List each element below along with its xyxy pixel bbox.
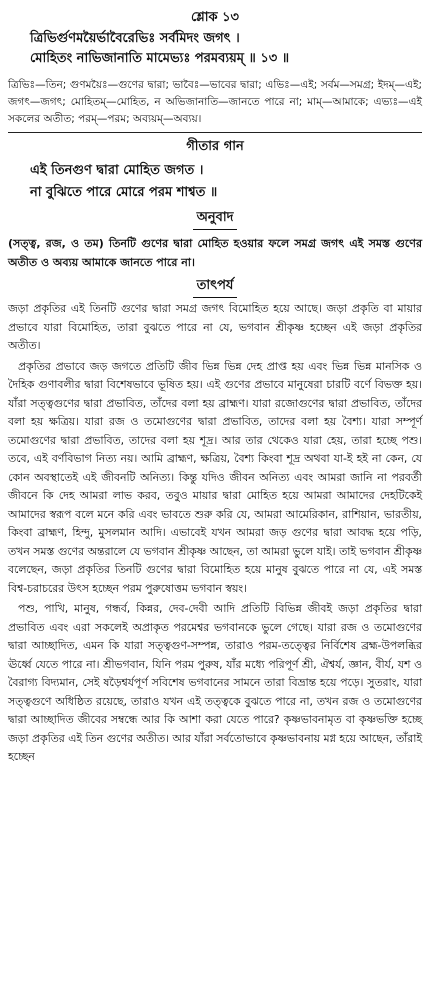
verse-line-1: ত্রিভির্গুণময়ৈর্ভাবৈরেভিঃ সর্বমিদং জগৎ । (30, 31, 240, 46)
purport-title-text: তাৎপর্য (193, 276, 238, 298)
synonyms-text: ত্রিভিঃ—তিন; গুণময়ৈঃ—গুণের দ্বারা; ভাবৈঃ—ভাবের দ্বারা; এভিঃ—এই; সর্বম—সমগ্র; ইদম্—এই; জগৎ—জগৎ; মোহিতম্—মোহিত, ন অভিজানাতি—জানতে পারে না; মাম্—আমাকে; এভ্যঃ—এই সকলের অতীত; পরম্—পরম; অব্যয়ম্—অব্যয়। (8, 79, 422, 125)
translation-title (8, 208, 422, 230)
purport-paragraph-2: প্রকৃতির প্রভাবে জড় জগতে প্রতিটি জীব ভিন্ন ভিন্ন দেহ প্রাপ্ত হয় এবং ভিন্ন ভিন্ন মানসিক ও দৈহিক গুণাবলীর দ্বারা বিশেষভাবে ভূষিত হয়। এই গুণের প্রভাবে মানুষেরা চারটি বর্ণে বিভক্ত হয়। যাঁরা সত্ত্বগুণের দ্বারা প্রভাবিত, তাঁদের বলা হয় ব্রাহ্মণ। যারা রজোগুণের দ্বারা প্রভাবিত, তাঁদের বলা হয় ক্ষত্রিয়। যারা রজ ও তমোগুণের দ্বারা প্রভাবিত, তাদের বলা হয় বৈশ্য। যারা সম্পূর্ণ তমোগুণের দ্বারা প্রভাবিত, তাদের বলা হয় শূদ্র। আর তার থেকেও যারা হেয়, তারা হচ্ছে পশু। তবে, এই বর্ণবিভাগ নিত্য নয়। আমি ব্রাহ্মণ, ক্ষত্রিয়, বৈশ্য কিংবা শূদ্র অথবা যা-ই হই না কেন, যে কোন অবস্থাতেই এই জীবনটি অনিত্য। কিন্তু যদিও জীবন অনিত্য এবং আমরা জানি না পরবর্তী জীবনে কি দেহ আমরা লাভ করব, তবুও মায়ার দ্বারা মোহিত হয়ে আমরা আমাদের দেহটিকেই আমাদের স্বরূপ বলে মনে করি এবং ভাবতে শুরু করি যে, আমরা আমেরিকান, রাশিয়ান, ভারতীয়, কিংবা ব্রাহ্মণ, হিন্দু, মুসলমান আদি। এভাবেই যখন আমরা জড় গুণের দ্বারা আবদ্ধ হয়ে পড়ি, তখন সমস্ত গুণের অন্তরালে যে ভগবান শ্রীকৃষ্ণ আছেন, তা আমরা ভুলে যাই। তাই ভগবান শ্রীকৃষ্ণ বলেছেন, জড়া প্রকৃতির তিনটি গুণের দ্বারা বিমোহিত হয়ে মানুষ বুঝতে পারে না যে, এই সমস্ত বিশ্ব-চরাচরের উৎস হচ্ছেন পরম পুরুষোত্তম ভগবান স্বয়ং। (8, 359, 422, 595)
purport-title (8, 276, 422, 298)
translation-text: (সত্ত্ব, রজ, ও তম) তিনটি গুণের দ্বারা মোহিত হওয়ার ফলে সমগ্র জগৎ এই সমস্ত গুণের অতীত ও অব্যয় আমাকে জানতে পারে না। (8, 237, 422, 269)
divider-rule (8, 132, 422, 133)
song-line-1: এই তিনগুণ দ্বারা মোহিত জগত । (30, 163, 204, 178)
verse-line-2: মোহিতং নাভিজানাতি মামেভ্যঃ পরমব্যয়ম্ ॥ ১৩ ॥ (30, 51, 290, 66)
verse-heading: শ্লোক ১৩ (190, 10, 240, 25)
purport-paragraph-1: জড়া প্রকৃতির এই তিনটি গুণের দ্বারা সমগ্র জগৎ বিমোহিত হয়ে আছে। জড়া প্রকৃতি বা মায়ার প্রভাবে যারা বিমোহিত, তারা বুঝতে পারে না যে, ভগবান শ্রীকৃষ্ণ হচ্ছেন এই জড়া প্রকৃতির অতীত। (8, 302, 422, 352)
song-title: গীতার গান (186, 139, 244, 154)
song-line-2: না বুঝিতে পারে মোরে পরম শাশ্বত ॥ (30, 185, 218, 200)
purport-paragraph-3: পশু, পাখি, মানুষ, গন্ধর্ব, কিন্নর, দেব-দেবী আদি প্রতিটি বিভিন্ন জীবই জড়া প্রকৃতির দ্বারা প্রভাবিত এবং এরা সকলেই অপ্রাকৃত পরমেশ্বর ভগবানকে ভুলে গেছে। যারা রজ ও তমোগুণের দ্বারা আচ্ছাদিত, এমন কি যারা সত্ত্বগুণ-সম্পন্ন, তারাও পরম-তত্ত্বের নির্বিশেষ ব্রহ্ম-উপলব্ধির ঊর্ধ্বে যেতে পারে না। শ্রীভগবান, যিনি পরম পুরুষ, যাঁর মধ্যে পরিপূর্ণ শ্রী, ঐশ্বর্য, জ্ঞান, বীর্য, যশ ও বৈরাগ্য বিদ্যমান, সেই ষড়ৈশ্বর্যপূর্ণ সবিশেষ ভগবানের সামনে তারা বিভ্রান্ত হয়ে পড়ে। সুতরাং, যারা সত্ত্বগুণে অধিষ্ঠিত রয়েছে, তারাও যখন এই তত্ত্বকে বুঝতে পারে না, তখন রজ ও তমোগুণের দ্বারা আচ্ছাদিত জীবের সম্বন্ধে আর কি আশা করা যেতে পারে? কৃষ্ণভাবনামৃত বা কৃষ্ণভক্তি হচ্ছে জড়া প্রকৃতির এই তিন গুণের অতীত। আর যাঁরা সর্বতোভাবে কৃষ্ণভাবনায় মগ্ন হয়ে আছেন, তাঁরাই হচ্ছেন (8, 602, 422, 763)
purport-body (8, 300, 422, 767)
translation-title-text: অনুবাদ (193, 208, 238, 230)
